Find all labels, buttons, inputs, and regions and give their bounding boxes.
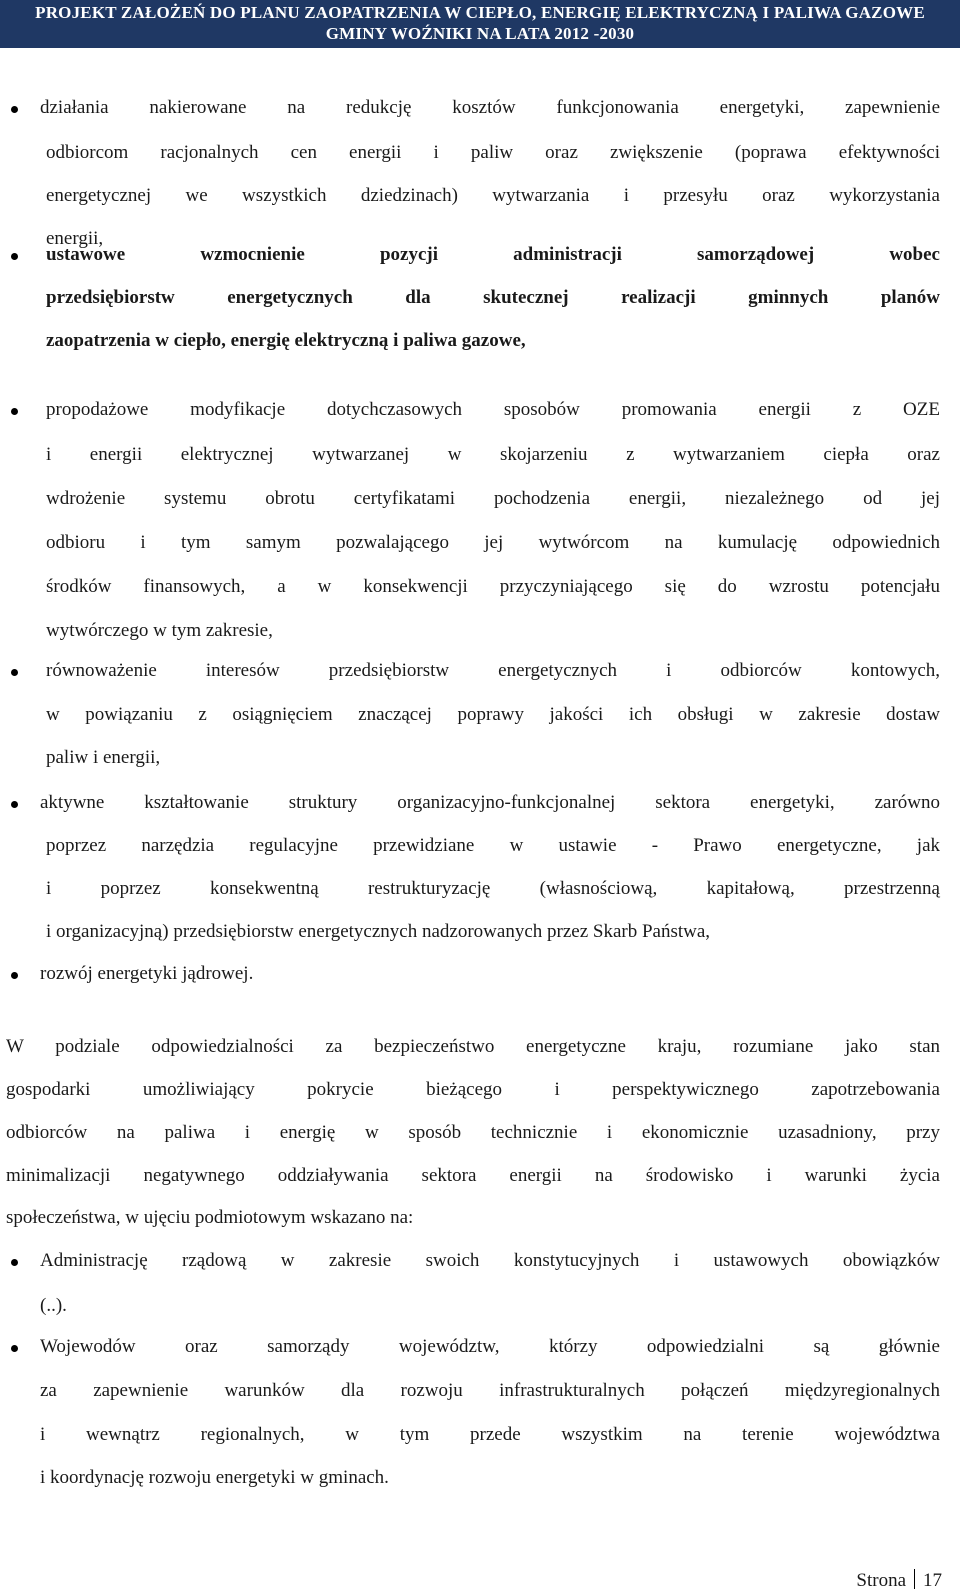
bullet-dot-icon (11, 972, 18, 979)
list-item-line: ustawowe wzmocnienie pozycji administracji samorządowej wobec (46, 244, 940, 265)
bullet-dot-icon (11, 669, 18, 676)
document-header (0, 0, 960, 48)
list-item-line: i wewnątrz regionalnych, w tym przede wszystkim na terenie województwa (40, 1424, 940, 1445)
list-item-line: propodażowe modyfikacje dotychczasowych sposobów promowania energii z OZE (46, 399, 940, 420)
list-item-line: za zapewnienie warunków dla rozwoju infrastrukturalnych połączeń międzyregionalnych (40, 1380, 940, 1401)
list-item-line: aktywne kształtowanie struktury organizacyjno-funkcjonalnej sektora energetyki, zarówno (40, 792, 940, 813)
list-item-line: paliw i energii, (46, 747, 161, 768)
list-item-line: przedsiębiorstw energetycznych dla skutecznej realizacji gminnych planów (46, 287, 940, 308)
paragraph-line: gospodarki umożliwiający pokrycie bieżącego i perspektywicznego zapotrzebowania (6, 1079, 940, 1100)
list-item-line: zaopatrzenia w ciepło, energię elektryczną i paliwa gazowe, (46, 330, 526, 351)
list-item-line: i organizacyjną) przedsiębiorstw energetycznych nadzorowanych przez Skarb Państwa, (46, 921, 711, 942)
list-item-line: Wojewodów oraz samorządy województw, którzy odpowiedzialni są głównie (40, 1336, 940, 1357)
list-item-line: Administrację rządową w zakresie swoich konstytucyjnych i ustawowych obowiązków (40, 1250, 940, 1271)
bullet-dot-icon (11, 106, 18, 113)
bullet-dot-icon (11, 408, 18, 415)
page-number: 17 (923, 1570, 942, 1591)
list-item-line: działania nakierowane na redukcję kosztów funkcjonowania energetyki, zapewnienie (40, 97, 940, 118)
list-item-line: odbiorcom racjonalnych cen energii i paliw oraz zwiększenie (poprawa efektywności (46, 142, 940, 163)
list-item-line: i koordynację rozwoju energetyki w gminach. (40, 1467, 389, 1488)
list-item-line: i poprzez konsekwentną restrukturyzację (własnościową, kapitałową, przestrzenną (46, 878, 940, 899)
paragraph-line: odbiorców na paliwa i energię w sposób technicznie i ekonomicznie uzasadniony, przy (6, 1122, 940, 1143)
page-label: Strona (856, 1570, 906, 1591)
bullet-dot-icon (11, 801, 18, 808)
page-footer (856, 1569, 942, 1592)
list-item-line: wytwórczego w tym zakresie, (46, 620, 273, 641)
list-item-line: rozwój energetyki jądrowej. (40, 963, 254, 984)
header-title-line2: GMINY WOŹNIKI NA LATA 2012 -2030 (325, 24, 635, 43)
paragraph-line: W podziale odpowiedzialności za bezpieczeństwo energetyczne kraju, rozumiane jako stan (6, 1036, 940, 1057)
list-item-line: równoważenie interesów przedsiębiorstw energetycznych i odbiorców kontowych, (46, 660, 940, 681)
list-item-line: i energii elektrycznej wytwarzanej w skojarzeniu z wytwarzaniem ciepła oraz (46, 444, 940, 465)
paragraph-line: minimalizacji negatywnego oddziaływania sektora energii na środowisko i warunki życia (6, 1165, 940, 1186)
list-item-line: energetycznej we wszystkich dziedzinach) wytwarzania i przesyłu oraz wykorzystania (46, 185, 940, 206)
header-title-line1: PROJEKT ZAŁOŻEŃ DO PLANU ZAOPATRZENIA W CIEPŁO, ENERGIĘ ELEKTRYCZNĄ I PALIWA GAZOWE (35, 3, 925, 22)
list-item-line: środków finansowych, a w konsekwencji przyczyniającego się do wzrostu potencjału (46, 576, 940, 597)
list-item-line: w powiązaniu z osiągnięciem znaczącej poprawy jakości ich obsługi w zakresie dostaw (46, 704, 940, 725)
footer-divider (914, 1569, 915, 1589)
list-item-line: odbioru i tym samym pozwalającego jej wytwórcom na kumulację odpowiednich (46, 532, 940, 553)
list-item-line: wdrożenie systemu obrotu certyfikatami pochodzenia energii, niezależnego od jej (46, 488, 940, 509)
bullet-dot-icon (11, 1345, 18, 1352)
bullet-dot-icon (11, 253, 18, 260)
bullet-dot-icon (11, 1259, 18, 1266)
list-item-line: energii, (46, 228, 104, 249)
list-item-line: poprzez narzędzia regulacyjne przewidziane w ustawie - Prawo energetyczne, jak (46, 835, 940, 856)
list-item-line: (..). (40, 1295, 67, 1316)
paragraph-line: społeczeństwa, w ujęciu podmiotowym wskazano na: (6, 1207, 414, 1228)
